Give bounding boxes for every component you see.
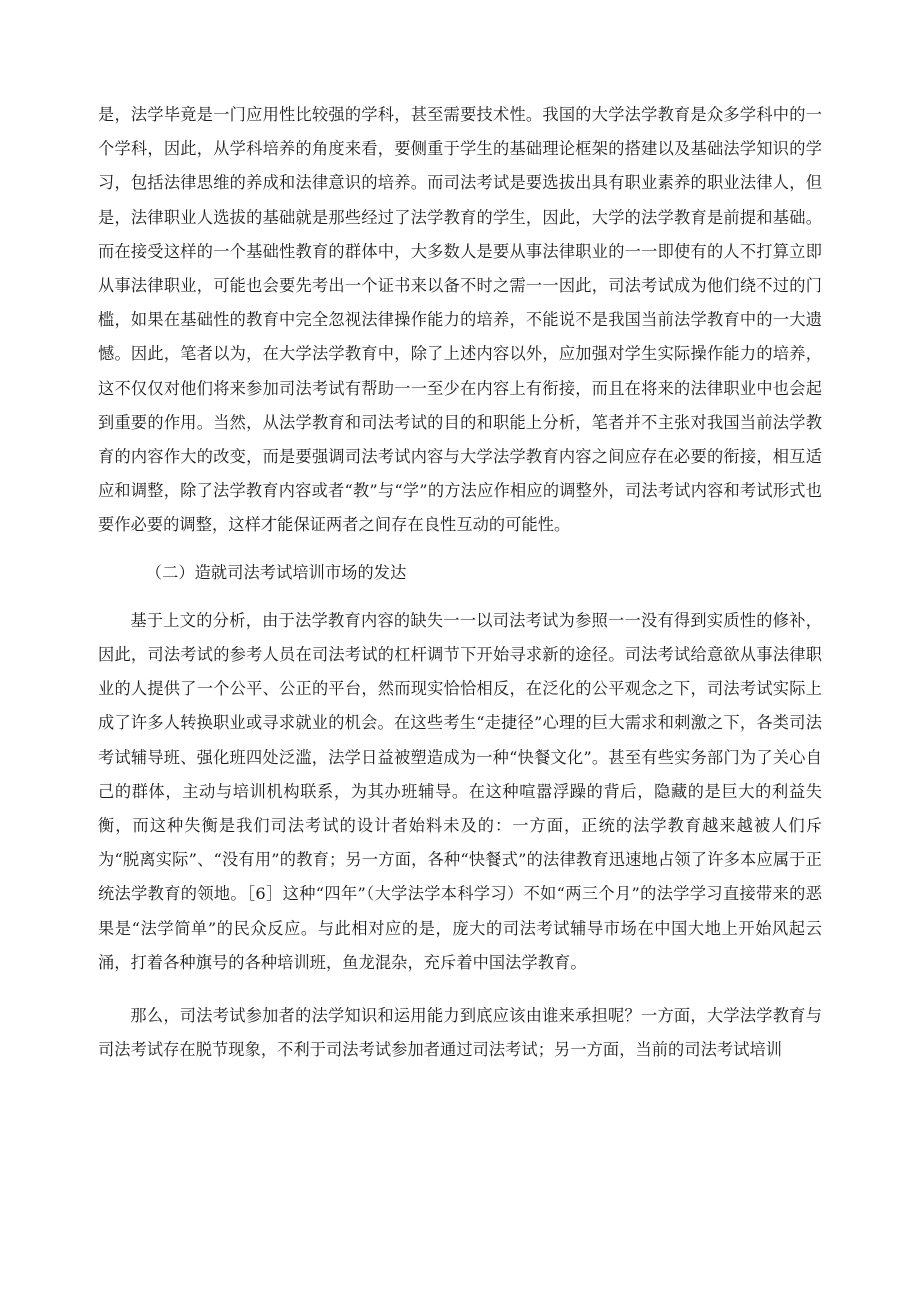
document-page bbox=[98, 98, 822, 1067]
body-paragraph-1: 是，法学毕竟是一门应用性比较强的学科，甚至需要技术性。我国的大学法学教育是众多学科中的一个学科，因此，从学科培养的角度来看，要侧重于学生的基础理论框架的搭建以及基础法学知识的学习，包括法律思维的养成和法律意识的培养。而司法考试是要选拔出具有职业素养的职业法律人，但是，法律职业人选拔的基础就是那些经过了法学教育的学生，因此，大学的法学教育是前提和基础。而在接受这样的一个基础性教育的群体中，大多数人是要从事法律职业的一一即使有的人不打算立即从事法律职业，可能也会要先考出一个证书来以备不时之需一一因此，司法考试成为他们绕不过的门槛，如果在基础性的教育中完全忽视法律操作能力的培养，不能说不是我国当前法学教育中的一大遗憾。因此，笔者以为，在大学法学教育中，除了上述内容以外，应加强对学生实际操作能力的培养，这不仅仅对他们将来参加司法考试有帮助一一至少在内容上有衔接，而且在将来的法律职业中也会起到重要的作用。当然，从法学教育和司法考试的目的和职能上分析，笔者并不主张对我国当前法学教育的内容作大的改变，而是要强调司法考试内容与大学法学教育内容之间应存在必要的衔接，相互适应和调整，除了法学教育内容或者“教”与“学”的方法应作相应的调整外，司法考试内容和考试形式也要作必要的调整，这样才能保证两者之间存在良性互动的可能性。 bbox=[98, 105, 822, 535]
body-paragraph-2: 基于上文的分析，由于法学教育内容的缺失一一以司法考试为参照一一没有得到实质性的修补，因此，司法考试的参考人员在司法考试的杠杆调节下开始寻求新的途径。司法考试给意欲从事法律职业的人提供了一个公平、公正的平台，然而现实恰恰相反，在泛化的公平观念之下，司法考试实际上成了许多人转换职业或寻求就业的机会。在这些考生“走捷径”心理的巨大需求和刺激之下，各类司法考试辅导班、强化班四处泛滥，法学日益被塑造成为一种“快餐文化”。甚至有些实务部门为了关心自己的群体，主动与培训机构联系，为其办班辅导。在这种喧嚣浮躁的背后，隐藏的是巨大的利益失衡，而这种失衡是我们司法考试的设计者始料未及的：一方面，正统的法学教育越来越被人们斥为“脱离实际”、“没有用”的教育；另一方面，各种“快餐式”的法律教育迅速地占领了许多本应属于正统法学教育的领地。［6］这种“四年”（大学法学本科学习）不如“两三个月”的法学学习直接带来的恶果是“法学简单”的民众反应。与此相对应的是，庞大的司法考试辅导市场在中国大地上开始风起云涌，打着各种旗号的各种培训班，鱼龙混杂，充斥着中国法学教育。 bbox=[98, 610, 822, 972]
section-heading: （二）造就司法考试培训市场的发达 bbox=[145, 562, 407, 582]
body-paragraph-3: 那么，司法考试参加者的法学知识和运用能力到底应该由谁来承担呢？一方面，大学法学教育与司法考试存在脱节现象，不利于司法考试参加者通过司法考试；另一方面，当前的司法考试培训 bbox=[98, 1006, 822, 1060]
